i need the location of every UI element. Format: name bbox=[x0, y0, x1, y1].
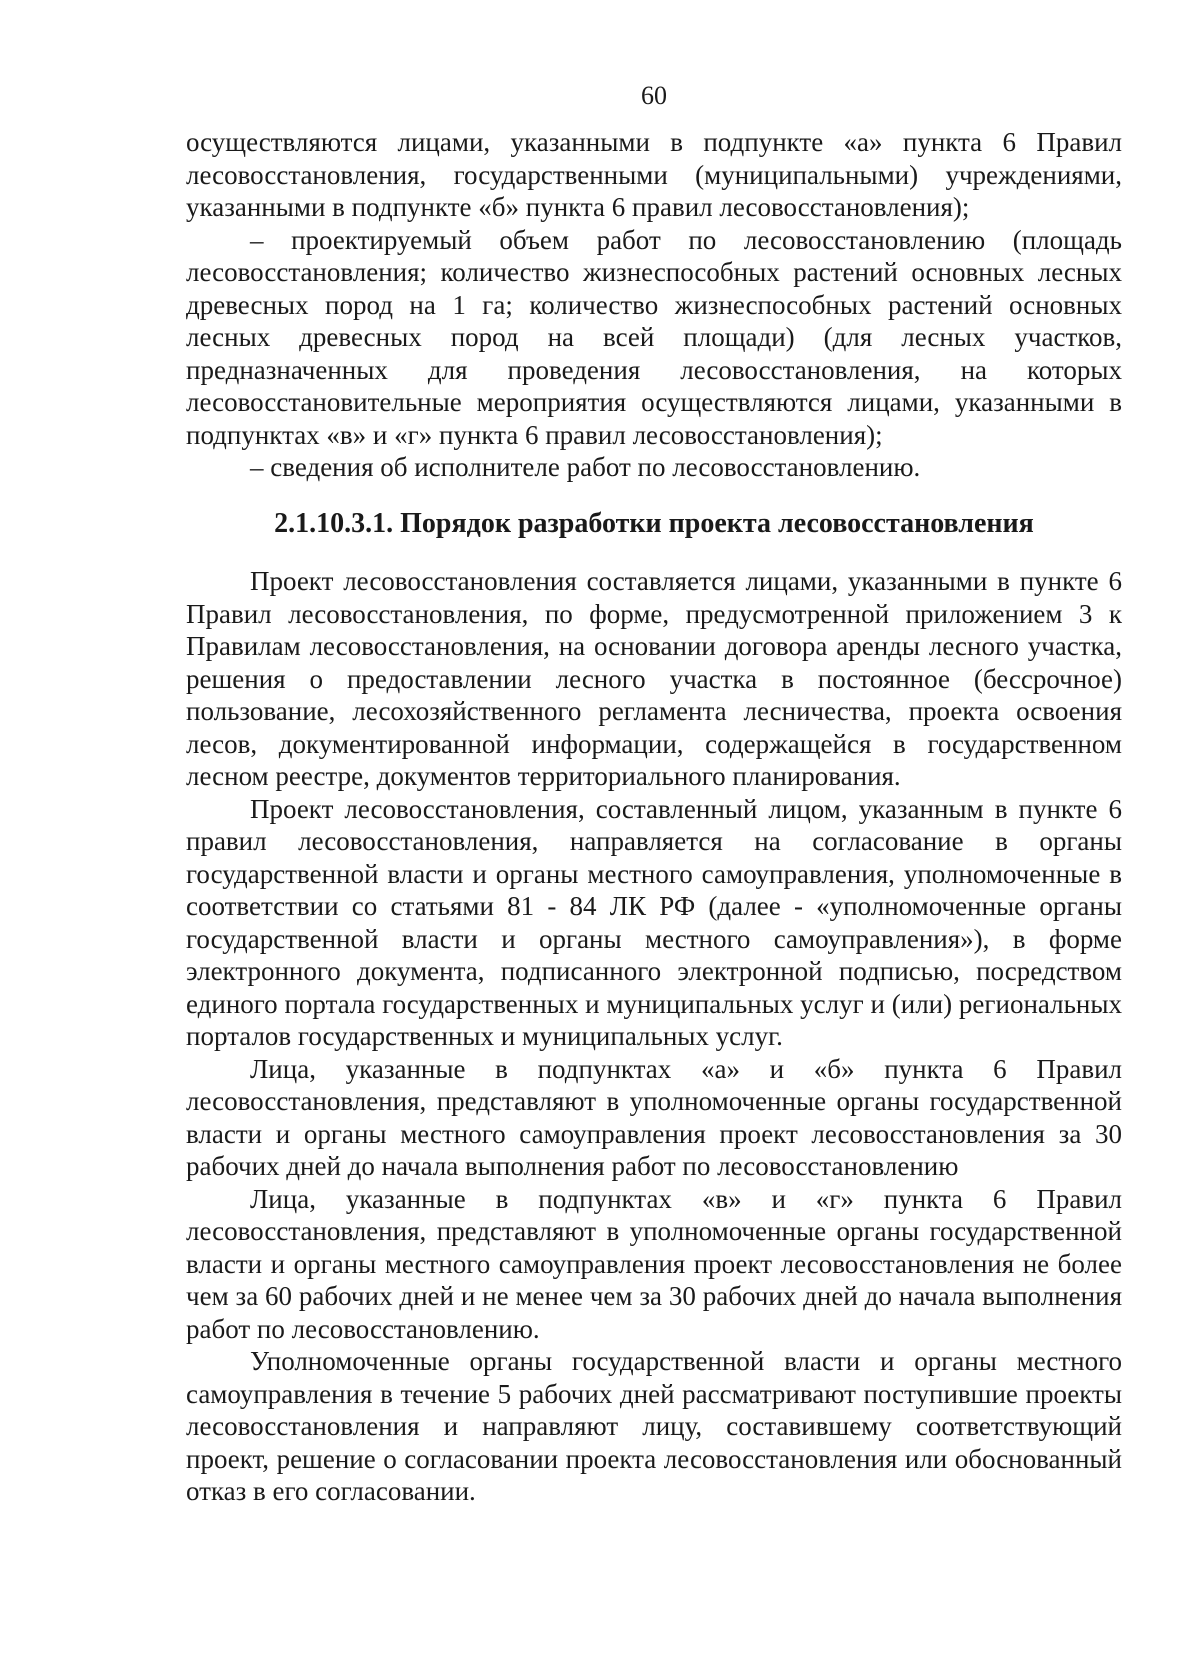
page-number: 60 bbox=[641, 81, 667, 110]
list-item-contractor-info: – сведения об исполнителе работ по лесовосстановлению. bbox=[250, 452, 921, 482]
list-item-project-volume: – проектируемый объем работ по лесовосстановлению (площадь лесовосстановления; количество жизнеспособных растений основных лесных древесных пород на 1 га; количество жизнеспособных растений основных лесных древесных пород на всей площади) (для лесных участков, предназначенных для проведения лесовосстановления, на которых лесовосстановительные мероприятия осуществляются лицами, указанными в подпунктах «в» и «г» пункта 6 правил лесовосстановления); bbox=[186, 224, 1122, 450]
text-block-section-body bbox=[186, 565, 1122, 1508]
paragraph-project-composition: Проект лесовосстановления составляется лицами, указанными в пункте 6 Правил лесовосстановления, по форме, предусмотренной приложением 3 к Правилам лесовосстановления, на основании договора аренды лесного участка, решения о предоставлении лесного участка в постоянное (бессрочное) пользование, лесохозяйственного регламента лесничества, проекта освоения лесов, документированной информации, содержащейся в государственном лесном реестре, документов территориального планирования. bbox=[186, 566, 1122, 791]
document-page bbox=[186, 0, 1122, 1680]
paragraph-project-approval: Проект лесовосстановления, составленный лицом, указанным в пункте 6 правил лесовосстановления, направляется на согласование в органы государственной власти и органы местного самоуправления, уполномоченные в соответствии со статьями 81 - 84 ЛК РФ (далее - «уполномоченные органы государственной власти и органы местного самоуправления»), в форме электронного документа, подписанного электронной подписью, посредством единого портала государственных и муниципальных услуг и (или) региональных порталов государственных и муниципальных услуг. bbox=[186, 793, 1122, 1051]
paragraph-continuation: осуществляются лицами, указанными в подпункте «а» пункта 6 Правил лесовосстановления, государственными (муниципальными) учреждениями, указанными в подпункте «б» пункта 6 правил лесовосстановления); bbox=[186, 127, 1122, 222]
paragraph-submission-ab: Лица, указанные в подпунктах «а» и «б» пункта 6 Правил лесовосстановления, представляют в уполномоченные органы государственной власти и органы местного самоуправления проект лесовосстановления за 30 рабочих дней до начала выполнения работ по лесовосстановлению bbox=[186, 1053, 1122, 1181]
paragraph-submission-vg: Лица, указанные в подпунктах «в» и «г» пункта 6 Правил лесовосстановления, представляют в уполномоченные органы государственной власти и органы местного самоуправления проект лесовосстановления не более чем за 60 рабочих дней и не менее чем за 30 рабочих дней до начала выполнения работ по лесовосстановлению. bbox=[186, 1183, 1122, 1344]
paragraph-review-decision: Уполномоченные органы государственной власти и органы местного самоуправления в течение 5 рабочих дней рассматривают поступившие проекты лесовосстановления и направляют лицу, составившему соответствующий проект, решение о согласовании проекта лесовосстановления или обоснованный отказ в его согласовании. bbox=[186, 1346, 1122, 1506]
section-heading: 2.1.10.3.1. Порядок разработки проекта лесовосстановления bbox=[274, 508, 1034, 539]
text-block-continuation bbox=[186, 126, 1122, 484]
